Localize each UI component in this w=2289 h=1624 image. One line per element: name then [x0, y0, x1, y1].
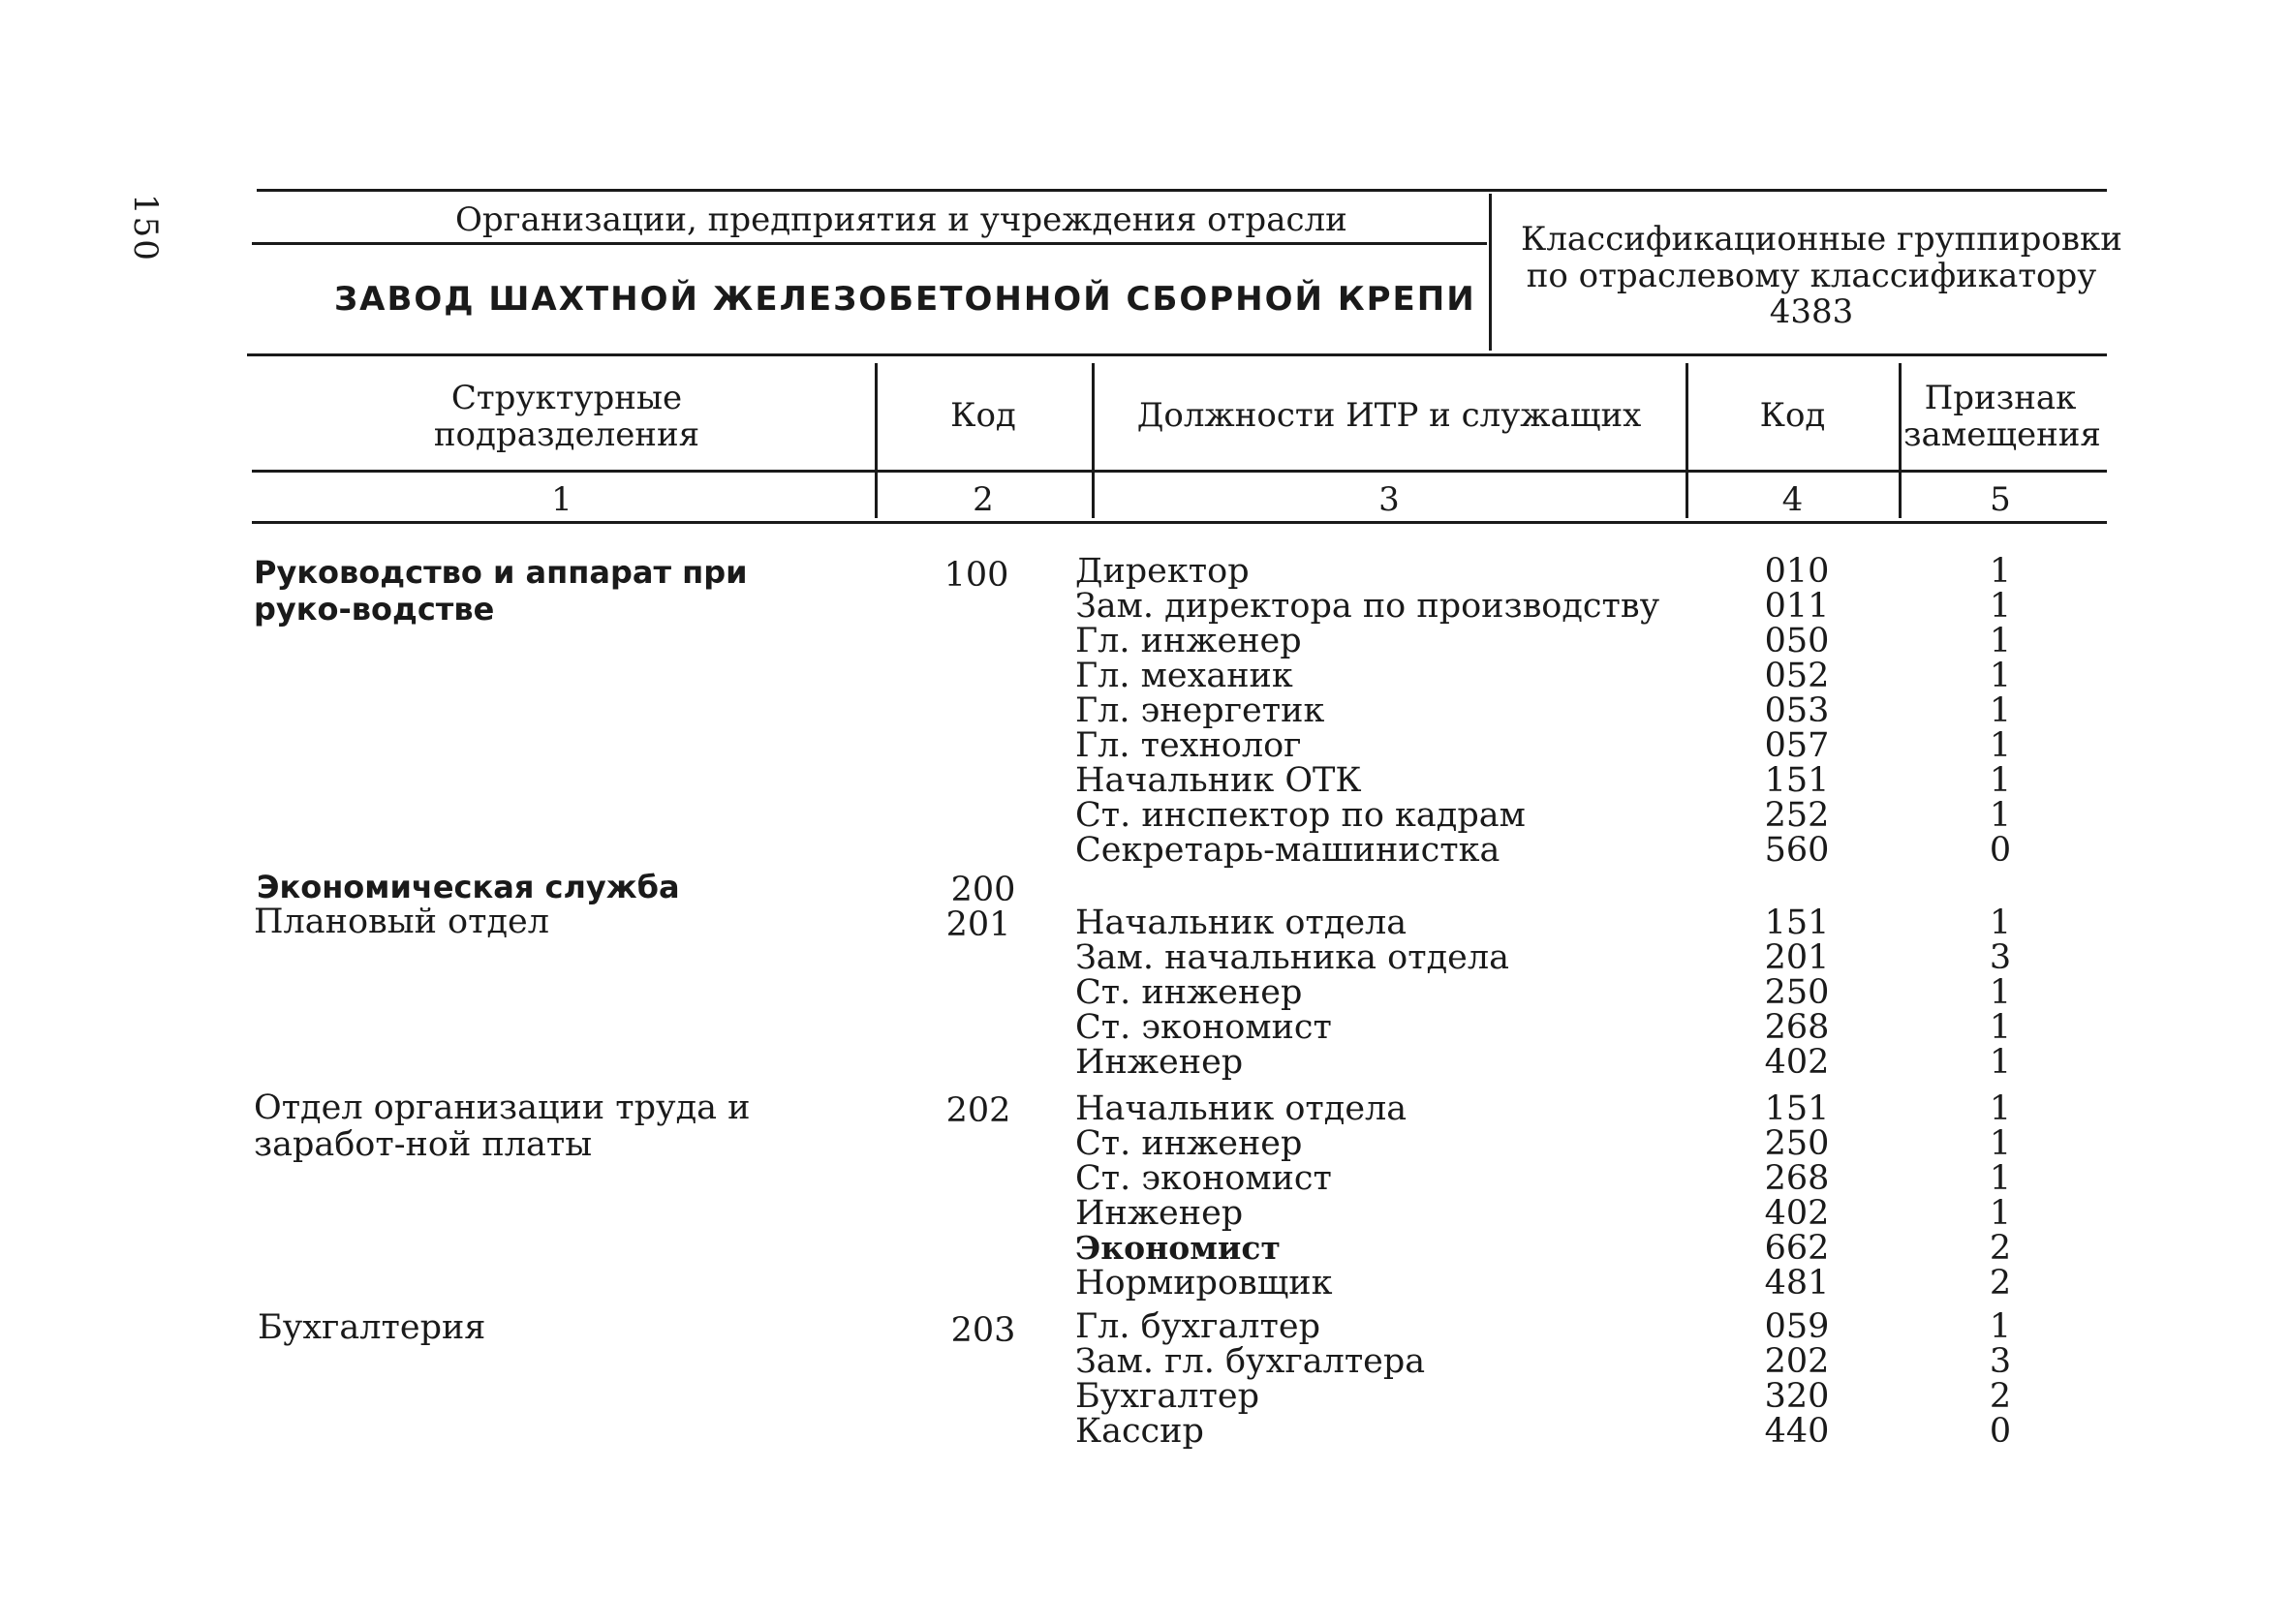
- dept-code: 202: [945, 1091, 1011, 1130]
- position-title: Бухгалтер: [1075, 1377, 1259, 1416]
- position-code: 268: [1764, 1008, 1830, 1047]
- position-sign: 1: [1989, 973, 2012, 1012]
- position-code: 011: [1764, 587, 1830, 626]
- position-sign: 1: [1989, 1124, 2012, 1163]
- position-sign: 2: [1989, 1377, 2012, 1416]
- position-sign: 1: [1989, 622, 2012, 660]
- org-label: Организации, предприятия и учреждения отрасли: [455, 200, 1347, 239]
- position-sign: 2: [1989, 1264, 2012, 1302]
- position-code: 010: [1764, 552, 1830, 591]
- position-title: Гл. инженер: [1075, 622, 1302, 660]
- position-sign: 1: [1989, 552, 2012, 591]
- position-title: Зам. гл. бухгалтера: [1075, 1342, 1426, 1381]
- position-sign: 1: [1989, 796, 2012, 835]
- position-sign: 1: [1989, 904, 2012, 942]
- header-divider: [1489, 194, 1492, 351]
- position-code: 059: [1764, 1307, 1830, 1346]
- col-num-4: 4: [1781, 480, 1804, 519]
- position-title: Зам. директора по производству: [1075, 587, 1660, 626]
- dept-planning: Плановый отдел: [254, 903, 549, 941]
- position-title: Нормировщик: [1075, 1264, 1333, 1302]
- position-code: 252: [1764, 796, 1830, 835]
- dept-code: 200: [950, 871, 1016, 909]
- position-code: 662: [1764, 1229, 1830, 1268]
- position-title: Инженер: [1075, 1194, 1244, 1233]
- position-title: Начальник ОТК: [1075, 761, 1362, 800]
- position-title: Гл. бухгалтер: [1075, 1307, 1320, 1346]
- classif-line3: 4383: [1769, 292, 1854, 331]
- dept-labor: Отдел организации труда и заработ-ной платы: [254, 1088, 751, 1164]
- position-code: 151: [1764, 904, 1830, 942]
- position-sign: 1: [1989, 1008, 2012, 1047]
- position-code: 402: [1764, 1043, 1830, 1082]
- position-title: Гл. энергетик: [1075, 691, 1325, 730]
- position-code: 250: [1764, 973, 1830, 1012]
- position-sign: 3: [1989, 938, 2012, 977]
- position-code: 250: [1764, 1124, 1830, 1163]
- col-numbers-rule: [252, 521, 2107, 524]
- col-header-sign: Признак замещения: [1903, 379, 2101, 454]
- position-code: 560: [1764, 831, 1830, 870]
- position-code: 268: [1764, 1159, 1830, 1198]
- position-code: 202: [1764, 1342, 1830, 1381]
- position-code: 201: [1764, 938, 1830, 977]
- org-label-rule: [252, 242, 1487, 245]
- position-sign: 1: [1989, 691, 2012, 730]
- classif-line2: по отраслевому классификатору: [1526, 257, 2097, 295]
- col-header-positions: Должности ИТР и служащих: [1136, 396, 1642, 435]
- classif-line1: Классификационные группировки: [1521, 220, 2122, 259]
- position-code: 052: [1764, 657, 1830, 695]
- position-code: 151: [1764, 1089, 1830, 1128]
- position-sign: 3: [1989, 1342, 2012, 1381]
- col-header-departments: Структурные подразделения: [433, 379, 700, 454]
- position-sign: 1: [1989, 1159, 2012, 1198]
- col-header-code1: Код: [950, 396, 1016, 435]
- col-header-code2: Код: [1759, 396, 1826, 435]
- position-code: 151: [1764, 761, 1830, 800]
- position-sign: 2: [1989, 1229, 2012, 1268]
- col-num-2: 2: [973, 480, 994, 519]
- position-code: 053: [1764, 691, 1830, 730]
- dept-code: 201: [945, 905, 1011, 944]
- position-sign: 1: [1989, 761, 2012, 800]
- position-title: Ст. инженер: [1075, 1124, 1303, 1163]
- position-title: Ст. экономист: [1075, 1008, 1332, 1047]
- col-num-3: 3: [1378, 480, 1400, 519]
- position-title: Секретарь-машинистка: [1075, 831, 1500, 870]
- position-code: 440: [1764, 1412, 1830, 1451]
- position-title: Гл. технолог: [1075, 726, 1302, 765]
- position-sign: 1: [1989, 1307, 2012, 1346]
- position-sign: 1: [1989, 587, 2012, 626]
- position-title: Начальник отдела: [1075, 904, 1407, 942]
- dept-code: 100: [943, 556, 1009, 595]
- position-title: Ст. инспектор по кадрам: [1075, 796, 1526, 835]
- position-sign: 1: [1989, 1089, 2012, 1128]
- org-name: ЗАВОД ШАХТНОЙ ЖЕЛЕЗОБЕТОННОЙ СБОРНОЙ КРЕПИ: [334, 280, 1476, 319]
- position-title: Директор: [1075, 552, 1250, 591]
- dept-economic: Экономическая служба: [257, 869, 680, 905]
- position-code: 050: [1764, 622, 1830, 660]
- position-title: Ст. экономист: [1075, 1159, 1332, 1198]
- col-header-rule: [252, 470, 2107, 473]
- position-title: Инженер: [1075, 1043, 1244, 1082]
- position-title: Зам. начальника отдела: [1075, 938, 1509, 977]
- position-code: 057: [1764, 726, 1830, 765]
- position-sign: 0: [1989, 1412, 2012, 1451]
- col-divider-4: [1899, 363, 1902, 518]
- page-number: 150: [126, 194, 165, 262]
- top-rule: [257, 189, 2107, 192]
- dept-code: 203: [950, 1311, 1016, 1350]
- position-title: Экономист: [1075, 1229, 1281, 1267]
- col-num-1: 1: [551, 480, 572, 519]
- position-title: Ст. инженер: [1075, 973, 1303, 1012]
- position-sign: 0: [1989, 831, 2012, 870]
- position-sign: 1: [1989, 726, 2012, 765]
- position-sign: 1: [1989, 1194, 2012, 1233]
- position-title: Гл. механик: [1075, 657, 1293, 695]
- col-num-5: 5: [1990, 480, 2011, 519]
- dept-accounting: Бухгалтерия: [258, 1308, 486, 1347]
- position-code: 402: [1764, 1194, 1830, 1233]
- position-title: Начальник отдела: [1075, 1089, 1407, 1128]
- dept-management: Руководство и аппарат при руко-водстве: [254, 554, 748, 628]
- header-bottom-rule: [247, 353, 2107, 356]
- position-title: Кассир: [1075, 1412, 1204, 1451]
- position-sign: 1: [1989, 657, 2012, 695]
- position-code: 481: [1764, 1264, 1830, 1302]
- position-sign: 1: [1989, 1043, 2012, 1082]
- position-code: 320: [1764, 1377, 1830, 1416]
